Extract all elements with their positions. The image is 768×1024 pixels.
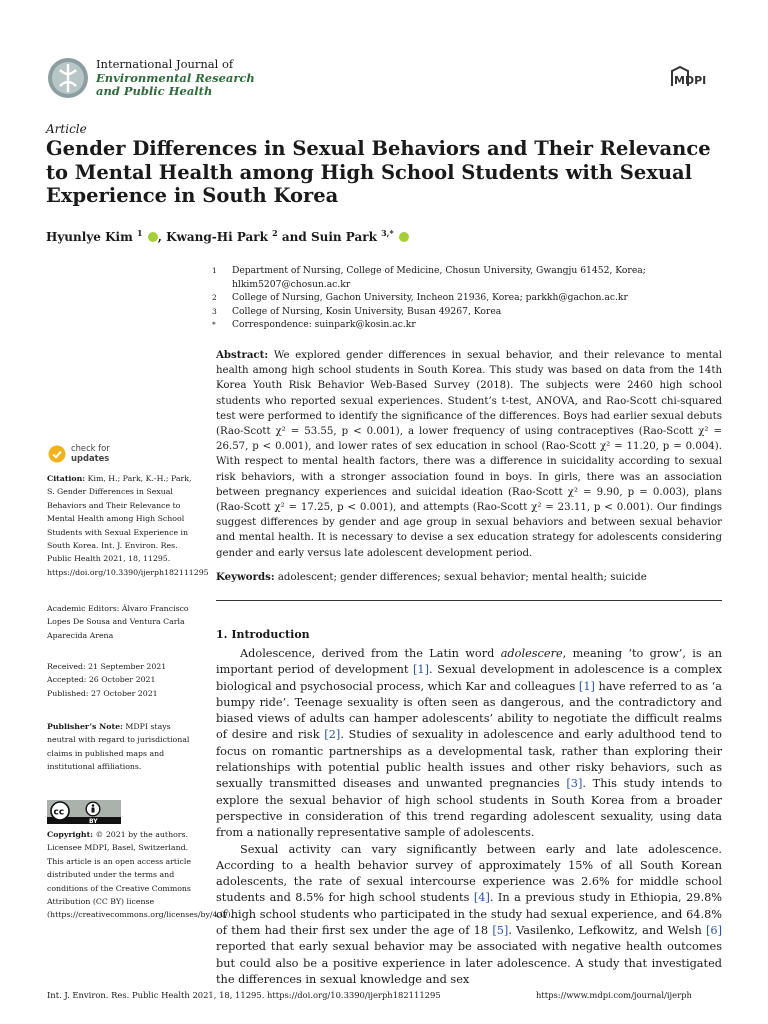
check-updates-text bbox=[71, 444, 110, 463]
intro-body bbox=[216, 646, 722, 988]
affiliation-text: Department of Nursing, College of Medicine, Chosun University, Gwangju 61452, Korea; hlkim5207@chosun.ac.kr bbox=[232, 265, 646, 290]
affiliation-item bbox=[212, 291, 732, 305]
journal-title-line2: and Public Health bbox=[96, 84, 213, 98]
intro-paragraph-1: Adolescence, derived from the Latin word adolescere, meaning ‘to grow’, is an important period of development [1]. Sexual development in adolescence is a complex biological and psychosocial process, which Kar and colleagues [1] have referred to as ‘a bumpy ride’. Teenage sexuality is often seen as dangerous, and the contradictory and biased views of adults can hamper adolescents’ ability to negotiate the difficult realms of desire and risk [2]. Studies of sexuality in adolescence and early adulthood tend to focus on romantic partnerships as a developmental task, rather than exploring their relationships with potential public health issues and other risky behaviors, such as sexually transmitted diseases and unwanted pregnancies [3]. This study intends to explore the sexual behavior of high school students in South Korea from a broader perspective in consideration of this trend regarding adolescent sexuality, using data from a nationally representative sample of adolescents. bbox=[216, 647, 722, 840]
check-line1: check for bbox=[71, 443, 110, 453]
publisher-note-text: MDPI stays neutral with regard to jurisdictional claims in published maps and institutional affiliations. bbox=[47, 722, 190, 772]
abstract bbox=[216, 348, 722, 561]
journal-title-line1: Environmental Research bbox=[96, 70, 255, 85]
copyright-text: © 2021 by the authors. Licensee MDPI, Basel, Switzerland. This article is an open access article distributed under the terms and conditions of the Creative Commons Attribution (CC BY) license (https://creativecommons.org/licenses/by/4.0/). bbox=[47, 830, 234, 920]
mdpi-logo-icon bbox=[666, 64, 722, 90]
footer-citation: Int. J. Environ. Res. Public Health 2021, 18, 11295. https://doi.org/10.3390/ijerph182111295 bbox=[47, 990, 441, 1000]
section-divider bbox=[216, 600, 722, 601]
affiliation-item bbox=[212, 318, 732, 332]
mdpi-logo-text: MDPI bbox=[674, 74, 707, 87]
intro-paragraph-2: Sexual activity can vary significantly between early and late adolescence. According to a health behavior survey of approximately 15% of all South Korean adolescents, the rate of sexual intercourse experience was 2.6% for middle school students and 8.5% for high school students [4]. In a previous study in Ethiopia, 29.8% of high school students who participated in the study had sexual experience, and 64.8% of them had their first sex under the age of 18 [5]. Vasilenko, Lefkowitz, and Welsh [6] reported that early sexual behavior may be associated with negative health outcomes but could also be a positive experience in later adolescence. A study that investigated the differences in sexual knowledge and sex bbox=[216, 842, 722, 986]
citation-link[interactable]: [6] bbox=[705, 924, 722, 938]
author-list bbox=[46, 228, 409, 244]
accepted-date: Accepted: 26 October 2021 bbox=[47, 675, 156, 685]
cc-by-license-icon[interactable] bbox=[47, 800, 121, 824]
citation-text[interactable]: Kim, H.; Park, K.-H.; Park, S. Gender Differences in Sexual Behaviors and Their Relevance to Mental Health among High School Students with Sexual Experience in South Korea. Int. J. Environ. Res. Public Health 2021, 18, 11295. https://doi.org/10.3390/ijerph182111295 bbox=[47, 474, 209, 577]
copyright-label: Copyright: bbox=[47, 830, 94, 839]
author-name[interactable]: Hyunlye Kim bbox=[46, 230, 133, 244]
citation-label: Citation: bbox=[47, 474, 86, 483]
citation-link[interactable]: [5] bbox=[492, 924, 509, 938]
orcid-icon[interactable] bbox=[399, 232, 409, 242]
publisher-note bbox=[47, 720, 197, 774]
author-affil-sup: 2 bbox=[272, 228, 278, 238]
affiliation-number: 1 bbox=[212, 266, 217, 275]
affiliations bbox=[212, 264, 732, 332]
orcid-icon[interactable] bbox=[148, 232, 158, 242]
affiliation-item bbox=[212, 264, 732, 291]
journal-prefix: International Journal of bbox=[96, 57, 234, 71]
affiliation-text: College of Nursing, Kosin University, Busan 49267, Korea bbox=[232, 305, 502, 317]
journal-name bbox=[96, 58, 255, 99]
check-for-updates[interactable] bbox=[48, 444, 110, 463]
affiliation-item bbox=[212, 305, 732, 319]
emphasis-term: adolescere bbox=[500, 647, 563, 660]
author-name[interactable]: Suin Park bbox=[310, 230, 377, 244]
article-title: Gender Differences in Sexual Behaviors and Their Relevance to Mental Health among High School Students with Sexual Experience in South Korea bbox=[46, 137, 711, 207]
keywords-text: adolescent; gender differences; sexual behavior; mental health; suicide bbox=[277, 572, 647, 583]
author-separator: , bbox=[157, 230, 167, 244]
abstract-label: Abstract: bbox=[216, 349, 269, 361]
check-line2: updates bbox=[71, 452, 110, 463]
academic-editors: Academic Editors: Álvaro Francisco Lopes De Sousa and Ventura Carla Aparecida Arena bbox=[47, 604, 189, 640]
citation-block bbox=[47, 472, 209, 579]
ijerph-logo-icon bbox=[46, 56, 90, 100]
affiliation-text: College of Nursing, Gachon University, Incheon 21936, Korea; parkkh@gachon.ac.kr bbox=[232, 292, 628, 304]
author-affil-sup: 1 bbox=[136, 228, 143, 238]
affiliation-number: 2 bbox=[212, 293, 217, 303]
author-affil-sup: 3,* bbox=[381, 228, 394, 238]
affiliation-number: 3 bbox=[212, 306, 217, 316]
citation-link[interactable]: [3] bbox=[566, 777, 583, 791]
section-heading: 1. Introduction bbox=[216, 628, 310, 641]
cc-label: BY bbox=[89, 818, 98, 824]
check-updates-icon bbox=[48, 445, 66, 463]
svg-text:cc: cc bbox=[53, 807, 65, 818]
citation-link[interactable]: [4] bbox=[473, 891, 490, 905]
published-date: Published: 27 October 2021 bbox=[47, 688, 158, 698]
author-separator: and bbox=[277, 230, 311, 244]
affiliation-number: * bbox=[212, 320, 216, 330]
author-name[interactable]: Kwang-Hi Park bbox=[166, 230, 268, 244]
dates-block bbox=[47, 660, 197, 700]
citation-link[interactable]: [1] bbox=[413, 663, 430, 677]
citation-link[interactable]: [1] bbox=[578, 679, 595, 693]
citation-link[interactable]: [2] bbox=[324, 728, 341, 742]
article-type: Article bbox=[46, 122, 87, 136]
footer-journal-url[interactable]: https://www.mdpi.com/journal/ijerph bbox=[536, 990, 692, 1000]
affiliation-text: Correspondence: suinpark@kosin.ac.kr bbox=[232, 319, 416, 331]
received-date: Received: 21 September 2021 bbox=[47, 662, 167, 671]
abstract-text: We explored gender differences in sexual behavior, and their relevance to mental health among high school students in South Korea. This study was based on data from the 14th Korea Youth Risk Behavior Web-Based Survey (2018). The subjects were 2460 high school students who reported sexual experiences. Student’s t-test, ANOVA, and Rao-Scott chi-squared test were performed to identify the significance of the differences. Boys had earlier sexual debuts (Rao-Scott χ² = 53.55, p < 0.001), a lower frequency of using contraceptives (Rao-Scott χ² = 26.57, p < 0.001), and lower rates of sex education in school (Rao-Scott χ² = 11.20, p = 0.004). With respect to mental health factors, there was a difference in suicidality according to sexual risk behaviors, with a stronger association found in boys. In girls, there was an association between pregnancy experiences and suicidal ideation (Rao-Scott χ² = 9.90, p = 0.003), plans (Rao-Scott χ² = 17.25, p < 0.001), and attempts (Rao-Scott χ² = 23.11, p < 0.001). Our findings suggest differences by gender and age group in sexual behaviors and between sexual behavior and mental health. It is necessary to devise a sex education strategy for adolescents considering gender and early versus late adolescent development period. bbox=[216, 350, 722, 559]
copyright-block bbox=[47, 828, 234, 922]
publisher-note-label: Publisher’s Note: bbox=[47, 722, 123, 731]
keywords bbox=[216, 570, 722, 585]
keywords-label: Keywords: bbox=[216, 571, 275, 583]
